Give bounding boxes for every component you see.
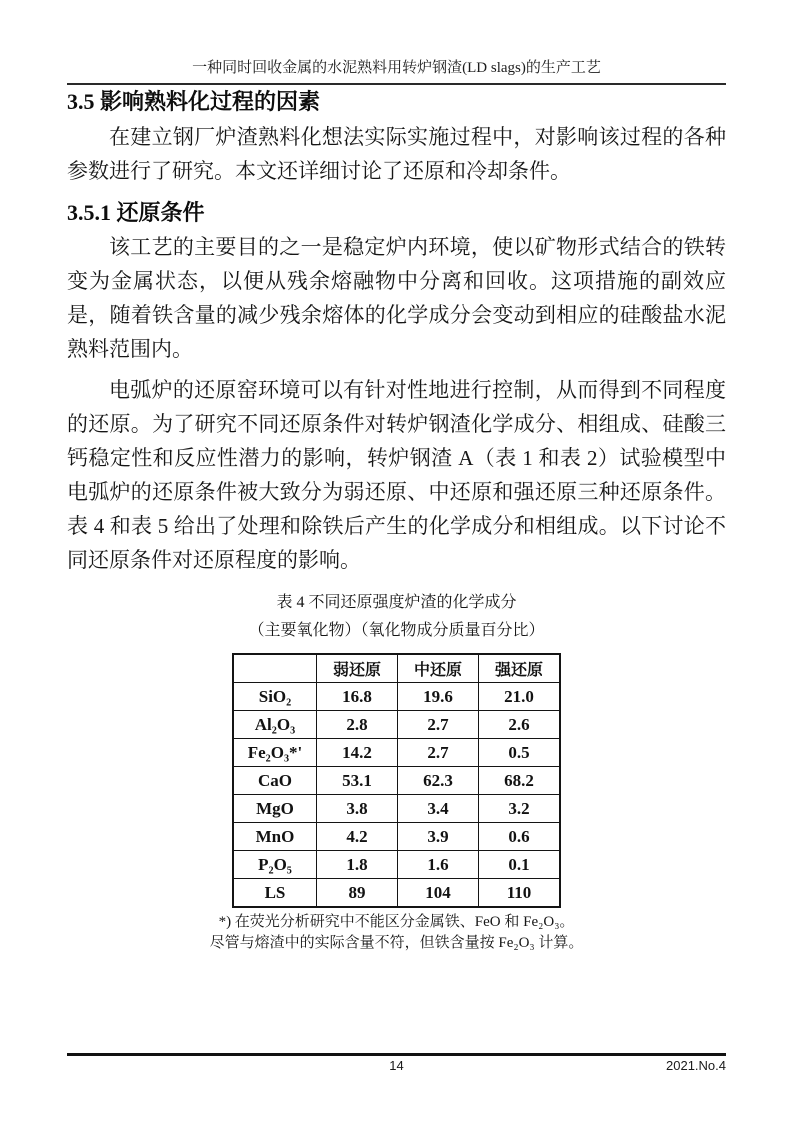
cell-value: 0.1: [479, 851, 561, 879]
row-label-ls: LS: [233, 879, 317, 908]
table-row: [233, 823, 560, 851]
cell-value: 2.7: [398, 711, 479, 739]
table-header-row: [233, 654, 560, 683]
cell-value: 2.7: [398, 739, 479, 767]
table-footnote-line1: *) 在荧光分析研究中不能区分金属铁、FeO 和 Fe₂O₃。: [218, 914, 575, 930]
cell-value: 0.5: [479, 739, 561, 767]
table-row: [233, 879, 560, 908]
table-footnote: [67, 912, 726, 954]
cell-value: 21.0: [479, 683, 561, 711]
table-footnote-line2: 尽管与熔渣中的实际含量不符，但铁含量按 Fe₂O₃ 计算。: [209, 935, 584, 951]
row-label-p2o5: P₂O₅: [233, 851, 317, 879]
table-row: [233, 739, 560, 767]
row-label-mgo: MgO: [233, 795, 317, 823]
table-caption-line2: （主要氧化物）（氧化物成分质量百分比）: [248, 622, 545, 639]
cell-value: 53.1: [317, 767, 398, 795]
row-label-fe2o3: Fe₂O₃*': [233, 739, 317, 767]
column-header-strong-reduction: 强还原: [479, 654, 561, 683]
table-row: [233, 683, 560, 711]
cell-value: 68.2: [479, 767, 561, 795]
table-caption: [67, 589, 726, 645]
cell-value: 19.6: [398, 683, 479, 711]
cell-value: 14.2: [317, 739, 398, 767]
table-corner-cell: [233, 654, 317, 683]
footer-rule: [67, 1053, 726, 1056]
table-row: [233, 795, 560, 823]
paragraph-3-5: 在建立钢厂炉渣熟料化想法实际实施过程中，对影响该过程的各种参数进行了研究。本文还详细讨论了还原和冷却条件。: [67, 125, 726, 183]
cell-value: 0.6: [479, 823, 561, 851]
cell-value: 3.4: [398, 795, 479, 823]
column-header-medium-reduction: 中还原: [398, 654, 479, 683]
paragraph-3-5-1-a: 该工艺的主要目的之一是稳定炉内环境，使以矿物形式结合的铁转变为金属状态，以便从残余熔融物中分离和回收。这项措施的副效应是，随着铁含量的减少残余熔体的化学成分会变动到相应的硅酸盐水泥熟料范围内。: [67, 235, 726, 361]
column-header-weak-reduction: 弱还原: [317, 654, 398, 683]
cell-value: 104: [398, 879, 479, 908]
section-heading-3-5-1: 3.5.1 还原条件: [67, 200, 205, 225]
cell-value: 1.6: [398, 851, 479, 879]
cell-value: 16.8: [317, 683, 398, 711]
cell-value: 62.3: [398, 767, 479, 795]
table-4: [232, 653, 561, 908]
running-header-title: 一种同时回收金属的水泥熟料用转炉钢渣(LD slags)的生产工艺: [192, 60, 601, 76]
cell-value: 1.8: [317, 851, 398, 879]
page-number: 14: [389, 1058, 404, 1073]
row-label-al2o3: Al₂O₃: [233, 711, 317, 739]
row-label-sio2: SiO₂: [233, 683, 317, 711]
section-heading-3-5: 3.5 影响熟料化过程的因素: [67, 89, 321, 114]
paragraph-3-5-1-b: 电弧炉的还原窑环境可以有针对性地进行控制，从而得到不同程度的还原。为了研究不同还原条件对转炉钢渣化学成分、相组成、硅酸三钙稳定性和反应性潜力的影响，转炉钢渣 A（表 1 和表 2）试验模型中电弧炉的还原条件被大致分为弱还原、中还原和强还原三种还原条件。表 4 和表 5 给出了处理和除铁后产生的化学成分和相组成。以下讨论不同还原条件对还原程度的影响。: [67, 378, 726, 572]
cell-value: 4.2: [317, 823, 398, 851]
cell-value: 3.2: [479, 795, 561, 823]
cell-value: 3.8: [317, 795, 398, 823]
issue-number: 2021.No.4: [666, 1058, 726, 1073]
cell-value: 3.9: [398, 823, 479, 851]
row-label-mno: MnO: [233, 823, 317, 851]
cell-value: 2.8: [317, 711, 398, 739]
header-rule: [67, 83, 726, 85]
page-footer: [67, 1058, 726, 1074]
cell-value: 2.6: [479, 711, 561, 739]
cell-value: 89: [317, 879, 398, 908]
table-caption-line1: 表 4 不同还原强度炉渣的化学成分: [276, 594, 517, 611]
table-row: [233, 767, 560, 795]
page-content: [67, 0, 726, 954]
table-row: [233, 851, 560, 879]
row-label-cao: CaO: [233, 767, 317, 795]
cell-value: 110: [479, 879, 561, 908]
table-row: [233, 711, 560, 739]
